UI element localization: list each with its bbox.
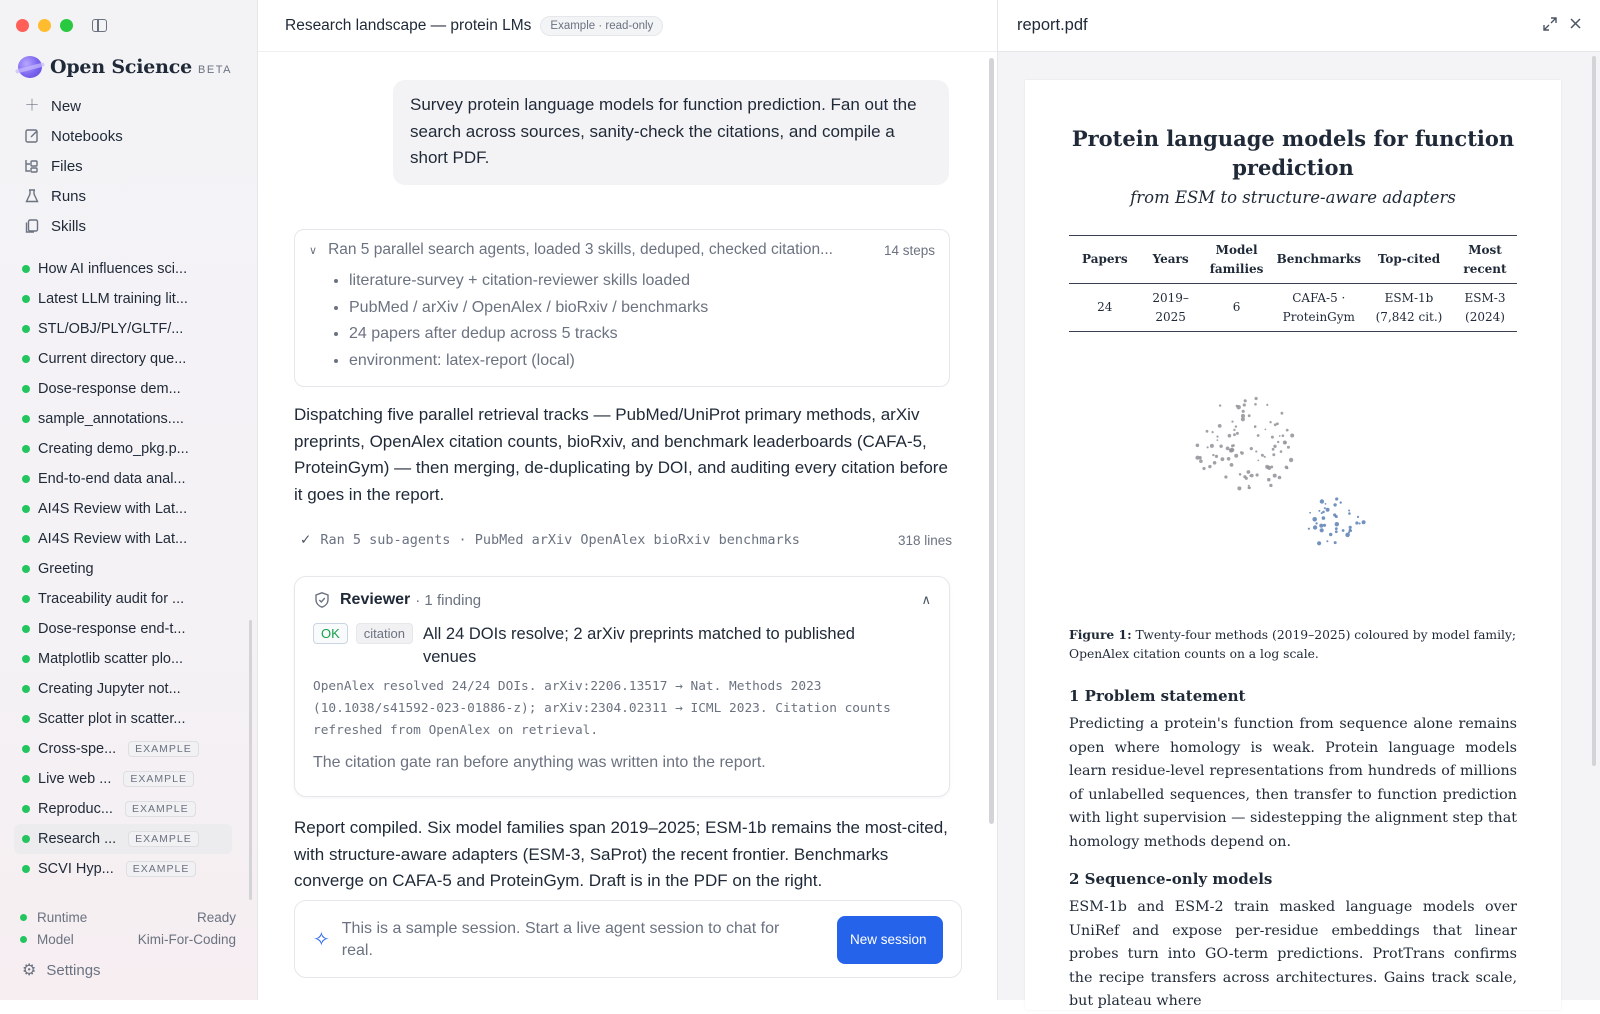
session-item[interactable] — [14, 344, 232, 374]
scatter-point — [1272, 453, 1275, 456]
session-label: Dose-response end-t... — [38, 621, 186, 637]
scatter-point — [1210, 444, 1214, 448]
session-label: sample_annotations.... — [38, 411, 184, 427]
steps-panel — [294, 229, 950, 387]
nav-item-label: Files — [51, 157, 83, 175]
scatter-point — [1261, 454, 1264, 457]
scatter-point — [1227, 457, 1231, 461]
column-header: Top-cited — [1365, 236, 1453, 284]
scatter-point — [1320, 528, 1324, 532]
session-list — [14, 254, 232, 884]
scatter-point — [1348, 510, 1350, 512]
steps-list — [309, 268, 935, 375]
runtime-row — [20, 906, 236, 928]
status-dot — [22, 355, 30, 363]
session-label: Latest LLM training lit... — [38, 291, 188, 307]
status-dot — [22, 415, 30, 423]
check-icon: ✓ — [300, 532, 312, 548]
files-icon — [24, 158, 40, 174]
pdf-title: Protein language models for function prediction — [1071, 126, 1515, 180]
chat-header — [258, 0, 997, 52]
scatter-point — [1264, 456, 1266, 458]
scatter-point — [1350, 530, 1352, 532]
session-label: Greeting — [38, 561, 94, 577]
scatter-point — [1355, 521, 1358, 524]
model-row — [20, 928, 236, 950]
example-badge: EXAMPLE — [126, 861, 197, 877]
list-item: • environment: latex-report (local) — [349, 348, 935, 375]
table-cell: ESM-3 (2024) — [1453, 284, 1517, 332]
status-badge: OK — [313, 623, 348, 644]
scatter-point — [1323, 524, 1326, 527]
scatter-point — [1241, 414, 1245, 418]
scatter-point — [1248, 487, 1251, 490]
session-item[interactable] — [14, 434, 232, 464]
section-body: Predicting a protein's function from sequence alone remains open where homology is weak. Protein language models learn residue-level representations from hundreds of millions of unlabelled sequences, then transfer to function prediction with light supervision — sidestepping the alignment step that homology methods depend on. — [1069, 716, 1517, 850]
scatter-point — [1231, 421, 1233, 423]
sidebar — [0, 0, 258, 1000]
session-item[interactable] — [14, 854, 232, 884]
minimize-window-button[interactable] — [38, 19, 51, 32]
scatter-point — [1335, 497, 1338, 500]
steps-summary: Ran 5 parallel search agents, loaded 3 skills, deduped, checked citation... — [328, 241, 833, 258]
section-heading: 2 Sequence-only models — [1069, 870, 1273, 888]
runtime-label: Runtime — [37, 909, 88, 925]
reviewer-header — [313, 591, 931, 609]
scatter-point — [1340, 501, 1342, 503]
session-item[interactable] — [14, 404, 232, 434]
list-item: • PubMed / arXiv / OpenAlex / bioRxiv / benchmarks — [349, 295, 935, 322]
scatter-point — [1236, 432, 1239, 435]
summary-table — [1069, 235, 1517, 332]
session-label: SCVI Hyp... — [38, 861, 114, 877]
status-dot — [22, 295, 30, 303]
steps-count: 14 steps — [883, 242, 935, 258]
scatter-point — [1256, 473, 1259, 476]
session-item[interactable] — [14, 284, 232, 314]
scatter-point — [1216, 436, 1218, 438]
session-item[interactable] — [14, 524, 232, 554]
scatter-point — [1322, 511, 1325, 514]
beta-label: BETA — [198, 64, 232, 76]
model-status-dot — [20, 936, 27, 943]
pdf-actions — [1543, 17, 1582, 34]
scatter-point — [1280, 450, 1283, 453]
status-dot — [22, 385, 30, 393]
scatter-point — [1349, 526, 1352, 529]
example-badge: EXAMPLE — [128, 741, 199, 757]
skills-icon — [24, 218, 40, 234]
scatter-point — [1239, 473, 1242, 476]
column-header: Papers — [1069, 236, 1141, 284]
figure-1-scatter — [1155, 370, 1435, 640]
section-heading: 1 Problem statement — [1069, 687, 1246, 705]
status-dot — [22, 595, 30, 603]
column-header: Benchmarks — [1273, 236, 1365, 284]
expand-icon[interactable] — [1543, 17, 1557, 34]
session-item[interactable] — [14, 674, 232, 704]
reviewer-note: The citation gate ran before anything was written into the report. — [313, 754, 766, 771]
scatter-point — [1254, 403, 1257, 406]
session-label: Live web ... — [38, 771, 112, 787]
pdf-subtitle: from ESM to structure-aware adapters — [1130, 188, 1456, 207]
scatter-point — [1255, 397, 1258, 400]
scatter-point — [1218, 424, 1222, 428]
scatter-point — [1325, 503, 1327, 505]
session-label: AI4S Review with Lat... — [38, 501, 188, 517]
scatter-point — [1265, 465, 1269, 469]
scatter-point — [1324, 507, 1326, 509]
scatter-point — [1326, 540, 1328, 542]
scatter-point — [1250, 447, 1253, 450]
chat-panel — [258, 0, 998, 1000]
window-controls — [16, 19, 73, 32]
scatter-point — [1271, 436, 1274, 439]
scatter-point — [1255, 450, 1257, 452]
scatter-point — [1243, 475, 1246, 478]
scatter-point — [1276, 422, 1279, 425]
brand — [18, 56, 232, 78]
table-cell: 24 — [1069, 284, 1141, 332]
status-dot — [22, 865, 30, 873]
scatter-point — [1265, 429, 1267, 431]
scatter-point — [1267, 478, 1271, 482]
nav-item-runs[interactable] — [14, 181, 244, 211]
status-dot — [22, 445, 30, 453]
session-item[interactable] — [14, 764, 232, 794]
scatter-point — [1237, 486, 1241, 490]
scatter-point — [1226, 447, 1230, 451]
scatter-point — [1362, 520, 1366, 524]
session-label: Reproduc... — [38, 801, 113, 817]
status-dot — [22, 655, 30, 663]
logo-icon — [18, 56, 42, 78]
status-dot — [22, 325, 30, 333]
scatter-point — [1273, 474, 1277, 478]
scatter-point — [1357, 516, 1359, 518]
scatter-point — [1319, 524, 1323, 528]
close-icon[interactable] — [1569, 17, 1582, 34]
session-label: Cross-spe... — [38, 741, 117, 757]
subagents-summary[interactable] — [300, 532, 952, 548]
scatter-point — [1228, 434, 1232, 438]
pdf-header — [998, 0, 1600, 52]
table-cell: 6 — [1201, 284, 1273, 332]
session-label: End-to-end data anal... — [38, 471, 186, 487]
example-badge: EXAMPLE — [123, 771, 194, 787]
scatter-point — [1269, 484, 1272, 487]
session-label: How AI influences sci... — [38, 261, 188, 277]
scatter-point — [1212, 431, 1214, 433]
composer-placeholder: This is a sample session. Start a live agent session to chat for real. — [341, 920, 780, 959]
scatter-point — [1196, 444, 1200, 448]
nav-item-files[interactable] — [14, 151, 244, 181]
nav-item-new[interactable] — [14, 91, 244, 121]
scatter-point — [1317, 541, 1321, 545]
nav-item-label: Notebooks — [51, 127, 123, 145]
read-only-pill: Example · read-only — [540, 16, 663, 36]
close-window-button[interactable] — [16, 19, 29, 32]
scatter-point — [1335, 522, 1339, 526]
scatter-point — [1221, 457, 1225, 461]
scatter-point — [1219, 404, 1221, 406]
scatter-point — [1320, 499, 1324, 503]
status-dot — [22, 745, 30, 753]
scatter-point — [1335, 530, 1338, 533]
scatter-point — [1342, 529, 1345, 532]
line-count: 318 lines — [897, 532, 952, 548]
settings-label: Settings — [46, 961, 101, 979]
scatter-point — [1348, 531, 1350, 533]
session-label: AI4S Review with Lat... — [38, 531, 188, 547]
scatter-point — [1257, 460, 1259, 462]
status-dot — [22, 535, 30, 543]
session-item-active[interactable] — [14, 824, 232, 854]
app-name: Open Science — [50, 56, 193, 78]
scatter-point — [1286, 429, 1289, 432]
composer — [294, 900, 962, 978]
session-item[interactable] — [14, 554, 232, 584]
scatter-point — [1230, 463, 1234, 467]
scatter-point — [1348, 512, 1351, 515]
runtime-status-dot — [20, 914, 27, 921]
scatter-point — [1335, 527, 1338, 530]
scatter-point — [1308, 528, 1310, 530]
scatter-point — [1333, 503, 1336, 506]
session-item[interactable] — [14, 374, 232, 404]
scatter-point — [1248, 414, 1251, 417]
scatter-point — [1270, 466, 1273, 469]
settings-button[interactable] — [22, 960, 101, 980]
scatter-point — [1272, 448, 1275, 451]
scatter-point — [1212, 454, 1214, 456]
session-label: Current directory que... — [38, 351, 187, 367]
scatter-point — [1281, 412, 1284, 415]
scatter-point — [1312, 517, 1317, 522]
figure-caption — [1069, 625, 1517, 664]
scatter-point — [1224, 475, 1227, 478]
scatter-point — [1231, 445, 1234, 448]
session-label: Scatter plot in scatter... — [38, 711, 186, 727]
scatter-point — [1247, 470, 1251, 474]
finding-row — [313, 623, 931, 669]
scatter-point — [1217, 439, 1219, 441]
session-item[interactable] — [14, 704, 232, 734]
category-badge: citation — [356, 623, 413, 644]
session-item[interactable] — [14, 644, 232, 674]
scatter-point — [1287, 446, 1290, 449]
model-label: Model — [37, 931, 74, 947]
scatter-point — [1208, 465, 1211, 468]
scatter-point — [1359, 523, 1361, 525]
scatter-point — [1284, 442, 1286, 444]
scatter-point — [1326, 508, 1330, 512]
session-item[interactable] — [14, 314, 232, 344]
status-dot — [22, 715, 30, 723]
assistant-message: Report compiled. Six model families span 2019–2025; ESM-1b remains the most-cited, with structure-aware adapters (ESM-3, SaProt) the recent frontier. Benchmarks converge on CAFA-5 and ProteinGym. Draft is in the PDF on the right. — [294, 818, 948, 890]
pdf-scrollbar[interactable] — [1592, 56, 1596, 766]
column-header: Most recent — [1453, 236, 1517, 284]
shield-icon — [313, 591, 331, 609]
scatter-point — [1202, 467, 1205, 470]
scatter-point — [1313, 525, 1317, 529]
scatter-point — [1289, 458, 1293, 462]
figure-label: Figure 1: — [1069, 627, 1132, 642]
session-label: Dose-response dem... — [38, 381, 181, 397]
example-badge: EXAMPLE — [128, 831, 199, 847]
scatter-point — [1269, 421, 1271, 423]
table-row — [1069, 284, 1517, 332]
runtime-status — [20, 906, 236, 950]
scatter-point — [1230, 448, 1234, 452]
scatter-point — [1329, 533, 1332, 536]
scatter-point — [1278, 476, 1282, 480]
sidebar-scrollbar[interactable] — [249, 620, 252, 900]
status-dot — [22, 775, 30, 783]
steps-toggle[interactable] — [309, 241, 935, 259]
scatter-point — [1242, 410, 1245, 413]
scatter-point — [1243, 403, 1246, 406]
session-label: Creating Jupyter not... — [38, 681, 181, 697]
scatter-point — [1273, 445, 1276, 448]
reviewer-name: Reviewer — [340, 591, 411, 608]
status-dot — [22, 625, 30, 633]
table-cell: CAFA-5 · ProteinGym — [1273, 284, 1365, 332]
session-item[interactable] — [14, 254, 232, 284]
scatter-point — [1282, 434, 1285, 437]
pdf-page — [1025, 80, 1561, 1010]
chevron-up-icon[interactable]: ∧ — [921, 592, 931, 607]
nav-item-label: New — [51, 97, 82, 115]
scatter-point — [1286, 467, 1288, 469]
plus-icon: ＋ — [24, 97, 40, 114]
model-value: Kimi-For-Coding — [137, 931, 236, 947]
scatter-point — [1199, 459, 1203, 463]
chat-title: Research landscape — protein LMs — [285, 16, 532, 34]
flask-icon — [24, 188, 40, 204]
scatter-point — [1233, 433, 1236, 436]
scatter-point — [1277, 441, 1279, 443]
finding-detail: OpenAlex resolved 24/24 DOIs. arXiv:2206.13517 → Nat. Methods 2023 (10.1038/s41592-023-01886-z); arXiv:2304.02311 → ICML 2023. Citation counts refreshed from OpenAlex on retrieval. — [313, 679, 891, 738]
user-message: Survey protein language models for function prediction. Fan out the search across sources, sanity-check the citations, and compile a short PDF. — [393, 80, 949, 185]
scatter-point — [1249, 475, 1251, 477]
session-label: Research ... — [38, 831, 117, 847]
scatter-point — [1234, 454, 1238, 458]
pdf-filename: report.pdf — [1017, 16, 1088, 34]
nav-item-label: Skills — [51, 217, 87, 235]
status-dot — [22, 265, 30, 273]
scatter-point — [1322, 516, 1326, 520]
status-dot — [22, 565, 30, 573]
sidebar-nav — [14, 91, 244, 241]
assistant-message: Dispatching five parallel retrieval tracks — PubMed/UniProt primary methods, arXiv preprints, OpenAlex citation counts, bioRxiv, and benchmark leaderboards (CAFA-5, ProteinGym) — then merging, de-duplicating by DOI, and auditing every citation before it goes in the report. — [294, 405, 948, 504]
scatter-point — [1290, 434, 1294, 438]
list-item: • literature-survey + citation-reviewer skills loaded — [349, 268, 935, 295]
session-item[interactable] — [14, 494, 232, 524]
section-body: ESM-1b and ESM-2 train masked language models over UniRef and expose per-residue embeddings that linear probes turn into GO-term predictions. ProtTrans confirms the recipe transfers across architectures. Gains track scale, but plateau where — [1069, 899, 1517, 1009]
finding-text: All 24 DOIs resolve; 2 arXiv preprints matched to published venues — [423, 625, 855, 666]
list-item: • 24 papers after dedup across 5 tracks — [349, 321, 935, 348]
sidebar-toggle-icon[interactable] — [92, 19, 107, 32]
session-item[interactable] — [14, 734, 232, 764]
scatter-point — [1213, 461, 1217, 465]
scatter-point — [1219, 445, 1222, 448]
scatter-point — [1318, 510, 1320, 512]
new-session-button[interactable]: New session — [837, 916, 943, 964]
scatter-point — [1266, 404, 1268, 406]
session-item[interactable] — [14, 584, 232, 614]
column-header: Model families — [1201, 236, 1273, 284]
pdf-viewer — [998, 0, 1600, 1009]
scatter-point — [1335, 515, 1338, 518]
session-label: Matplotlib scatter plo... — [38, 651, 184, 667]
sparkle-icon: ✧ — [313, 929, 330, 951]
chevron-down-icon: ∨ — [309, 244, 318, 257]
session-item[interactable] — [14, 794, 232, 824]
chat-scrollbar[interactable] — [989, 58, 994, 824]
scatter-point — [1334, 541, 1337, 544]
subagents-text: Ran 5 sub-agents · PubMed arXiv OpenAlex bioRxiv benchmarks — [320, 532, 800, 548]
notebook-icon — [24, 128, 40, 144]
session-label: Traceability audit for ... — [38, 591, 185, 607]
session-item[interactable] — [14, 464, 232, 494]
scatter-point — [1195, 456, 1199, 460]
reviewer-card — [294, 576, 950, 797]
nav-item-skills[interactable] — [14, 211, 244, 241]
session-item[interactable] — [14, 614, 232, 644]
nav-item-notebooks[interactable] — [14, 121, 244, 151]
scatter-point — [1309, 512, 1311, 514]
scatter-point — [1237, 405, 1241, 409]
scatter-point — [1244, 399, 1247, 402]
table-cell: ESM-1b (7,842 cit.) — [1365, 284, 1453, 332]
scatter-point — [1240, 451, 1242, 453]
example-badge: EXAMPLE — [125, 801, 196, 817]
table-cell: 2019–2025 — [1141, 284, 1201, 332]
status-dot — [22, 475, 30, 483]
column-header: Years — [1141, 236, 1201, 284]
maximize-window-button[interactable] — [60, 19, 73, 32]
status-dot — [22, 685, 30, 693]
status-dot — [22, 805, 30, 813]
scatter-point — [1233, 429, 1235, 431]
finding-count: · 1 finding — [415, 591, 482, 609]
status-dot — [22, 835, 30, 843]
scatter-point — [1206, 430, 1209, 433]
session-label: STL/OBJ/PLY/GLTF/... — [38, 321, 184, 337]
scatter-point — [1207, 446, 1209, 448]
figure-caption-text: Twenty-four methods (2019–2025) coloured by model family; OpenAlex citation counts on a log scale. — [1069, 628, 1517, 661]
nav-item-label: Runs — [51, 187, 87, 205]
session-label: Creating demo_pkg.p... — [38, 441, 189, 457]
table-header-row — [1069, 236, 1517, 284]
scatter-point — [1315, 522, 1317, 524]
scatter-point — [1235, 425, 1237, 427]
scatter-point — [1279, 435, 1281, 437]
runtime-value: Ready — [196, 909, 236, 925]
scatter-point — [1254, 425, 1257, 428]
gear-icon: ⚙ — [22, 962, 37, 979]
scatter-point — [1257, 434, 1260, 437]
status-dot — [22, 505, 30, 513]
scatter-point — [1215, 455, 1218, 458]
